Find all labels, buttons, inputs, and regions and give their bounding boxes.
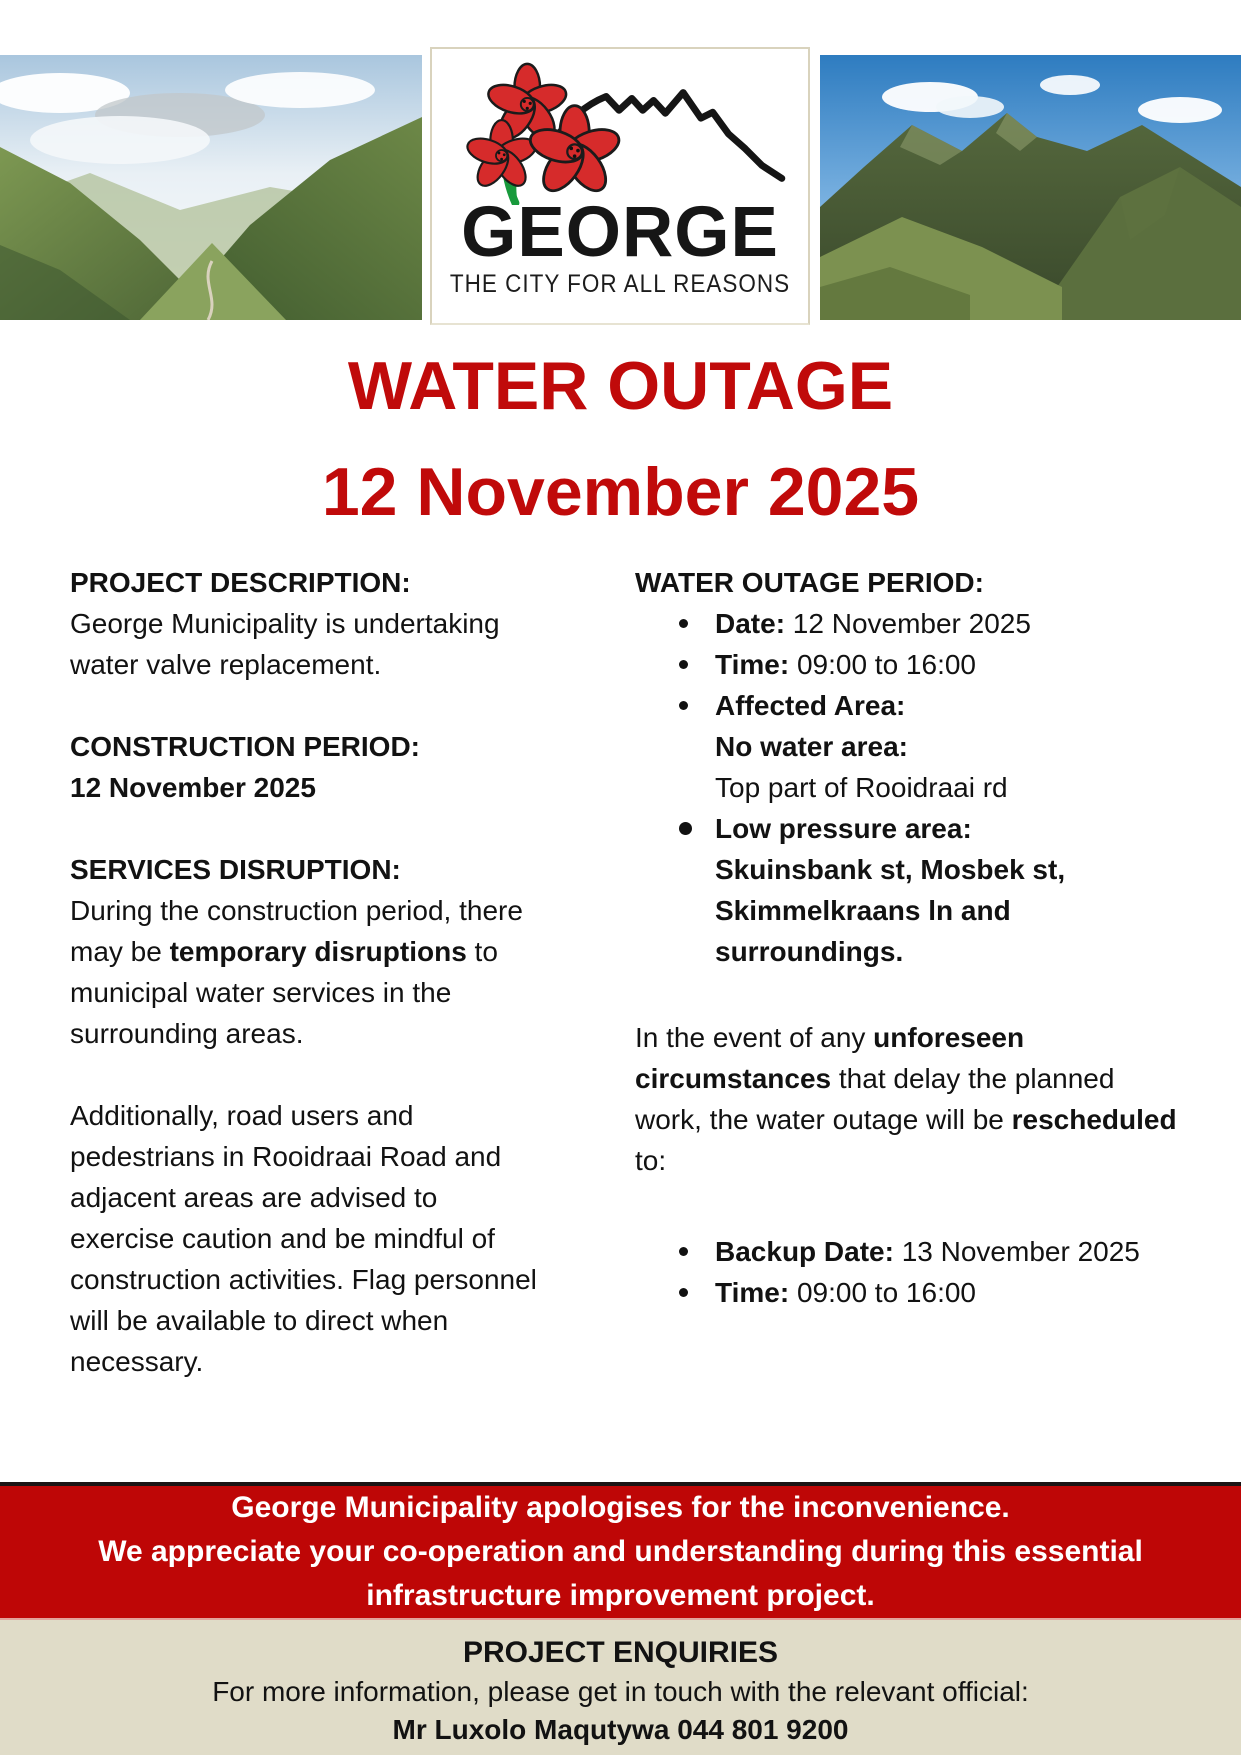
enquiries-contact: Mr Luxolo Maqutywa 044 801 9200 <box>392 1714 849 1745</box>
left-column <box>70 562 542 1382</box>
services-p1-b: temporary disruptions <box>169 936 467 967</box>
no-water-area-value: Top part of Rooidraai rd <box>715 772 1008 803</box>
services-disruption-paragraph <box>70 890 542 1054</box>
left-mountain-photo <box>0 55 422 320</box>
bullet-dot-icon <box>679 1272 715 1313</box>
services-p1-a: During the construction period, there may be <box>70 895 523 967</box>
date-bullet <box>679 603 1183 644</box>
logo-wordmark: GEORGE <box>461 193 779 272</box>
main-title-line1: WATER OUTAGE <box>347 348 894 424</box>
outage-details-list <box>635 603 1183 972</box>
backup-date-label: Backup Date: <box>715 1236 894 1267</box>
low-pressure-line2: Skuinsbank st, Mosbek st, <box>715 854 1066 885</box>
time-bullet <box>679 644 1183 685</box>
time-label: Time: <box>715 649 790 680</box>
water-outage-period-heading: WATER OUTAGE PERIOD: <box>635 567 984 598</box>
george-logo-art <box>442 57 798 205</box>
reschedule-e: to: <box>635 1145 667 1176</box>
construction-period-date: 12 November 2025 <box>70 772 316 803</box>
time-value: 09:00 to 16:00 <box>796 649 976 680</box>
road-users-paragraph: Additionally, road users and pedestrians in Rooidraai Road and adjacent areas are advised to exercise caution and be mindful of construction activities. Flag personnel will be available to direct when necessary. <box>70 1100 537 1377</box>
backup-date-value: 13 November 2025 <box>901 1236 1140 1267</box>
apology-line3: infrastructure improvement project. <box>366 1579 875 1612</box>
construction-period-heading: CONSTRUCTION PERIOD: <box>70 731 420 762</box>
enquiries-heading: PROJECT ENQUIRIES <box>462 1636 779 1669</box>
header-band <box>0 55 1241 320</box>
date-value: 12 November 2025 <box>792 608 1031 639</box>
reschedule-b: unforeseen circumstances <box>635 1022 1025 1094</box>
reschedule-c: that delay the planned work, the water outage will be <box>635 1063 1115 1135</box>
low-pressure-line1: Low pressure area: <box>715 813 972 844</box>
backup-date-bullet <box>679 1231 1183 1272</box>
enquiries-body: For more information, please get in touch with the relevant official: <box>212 1676 1029 1707</box>
george-logo-panel <box>430 47 810 325</box>
reschedule-d: rescheduled <box>1011 1104 1177 1135</box>
date-label: Date: <box>715 608 786 639</box>
apology-banner <box>0 1486 1241 1618</box>
bullet-dot-icon <box>679 644 715 685</box>
affected-area-label: Affected Area: <box>715 690 906 721</box>
services-p1-c: to municipal water services in the surrounding areas. <box>70 936 498 1049</box>
low-pressure-line3: Skimmelkraans ln and <box>715 895 1011 926</box>
bullet-dot-icon <box>679 685 715 808</box>
apology-line2: We appreciate your co-operation and understanding during this essential <box>98 1535 1143 1568</box>
apology-line1: George Municipality apologises for the inconvenience. <box>231 1491 1010 1524</box>
low-pressure-bullet <box>679 808 1183 972</box>
no-water-area-label: No water area: <box>715 731 908 762</box>
project-description-heading: PROJECT DESCRIPTION: <box>70 567 411 598</box>
bullet-dot-icon <box>679 603 715 644</box>
logo-tagline: THE CITY FOR ALL REASONS <box>449 269 791 298</box>
main-title-line2: 12 November 2025 <box>321 454 920 530</box>
low-pressure-line4: surroundings. <box>715 936 904 967</box>
spacer <box>635 1181 1183 1231</box>
bullet-dot-icon <box>679 808 715 972</box>
affected-area-bullet <box>679 685 1183 808</box>
backup-details-list <box>635 1231 1183 1313</box>
main-title <box>0 333 1241 545</box>
bullet-dot-icon <box>679 1231 715 1272</box>
right-column <box>635 562 1183 1313</box>
services-disruption-heading: SERVICES DISRUPTION: <box>70 854 401 885</box>
enquiries-footer <box>0 1620 1241 1755</box>
backup-time-bullet <box>679 1272 1183 1313</box>
reschedule-a: In the event of any <box>635 1022 874 1053</box>
reschedule-paragraph <box>635 1017 1183 1181</box>
backup-time-label: Time: <box>715 1277 790 1308</box>
spacer <box>635 972 1183 1017</box>
right-mountain-photo <box>820 55 1241 320</box>
project-description-body: George Municipality is undertaking water valve replacement. <box>70 608 500 680</box>
backup-time-value: 09:00 to 16:00 <box>796 1277 976 1308</box>
